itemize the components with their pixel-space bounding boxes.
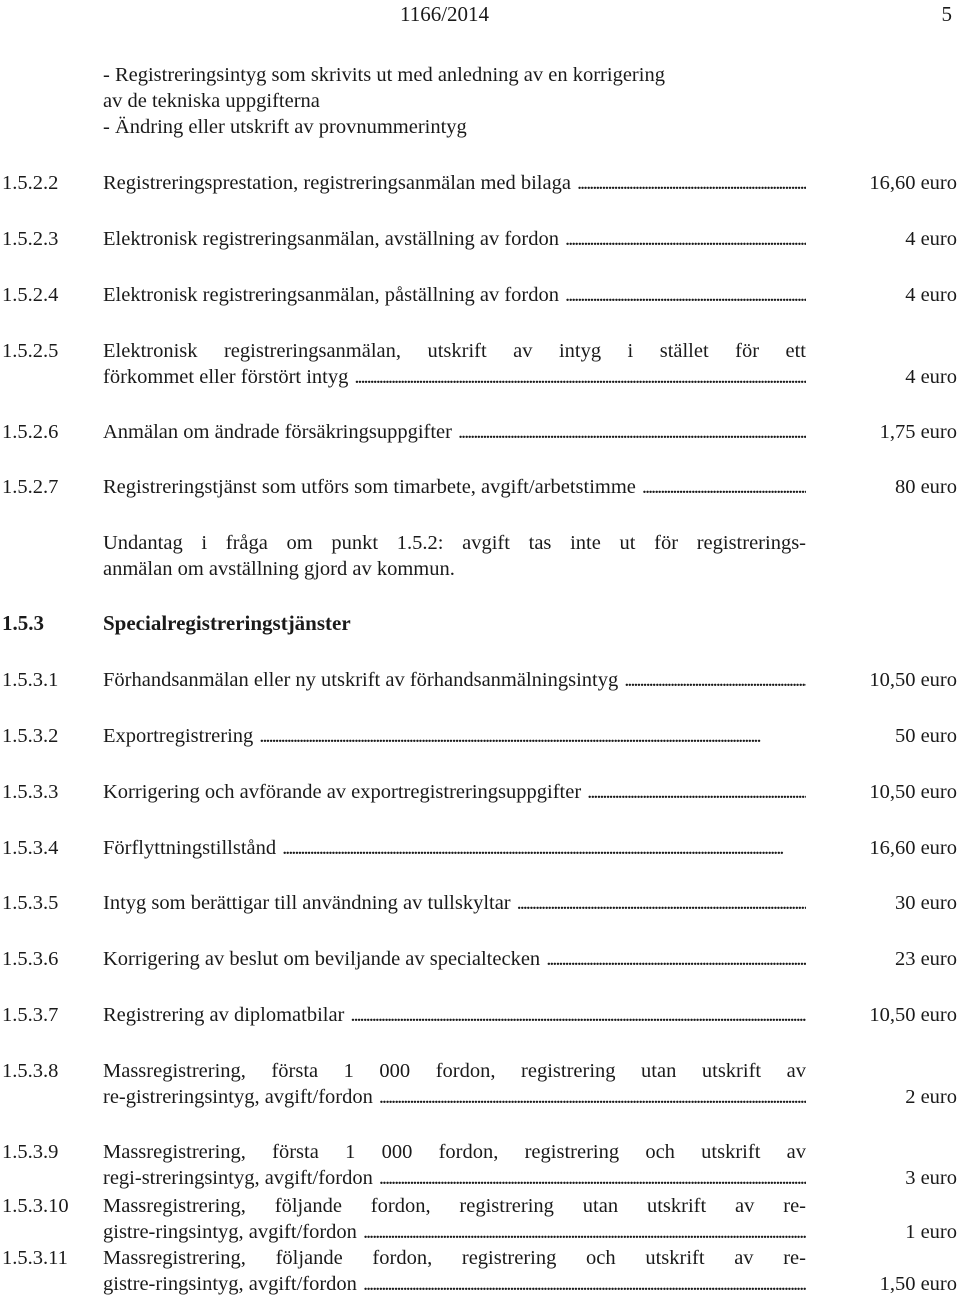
item-description: Registrering av diplomatbilar <box>103 1004 345 1026</box>
item-fee: 10,50 euro <box>869 781 957 803</box>
item-number: 1.5.3.10 <box>2 1195 69 1217</box>
item-fee: 2 euro <box>905 1086 957 1108</box>
note-line: Undantag i fråga om punkt 1.5.2: avgift tas inte ut för registrerings- <box>103 532 806 554</box>
item-description: Korrigering och avförande av exportregistreringsuppgifter <box>103 781 582 803</box>
item-number: 1.5.2.6 <box>2 421 59 443</box>
item-number: 1.5.3.11 <box>2 1247 68 1269</box>
item-number: 1.5.3.5 <box>2 892 59 914</box>
item-fee: 1,75 euro <box>879 421 957 443</box>
leader-dots <box>517 890 806 916</box>
item-description: gistre-ringsintyg, avgift/fordon <box>103 1221 357 1243</box>
item-description-line <box>103 338 806 364</box>
leader-dots <box>379 1084 806 1110</box>
page-header <box>0 0 960 30</box>
item-fee: 16,60 euro <box>869 837 957 859</box>
item-fee: 10,50 euro <box>869 669 957 691</box>
item-description: förkommet eller förstört intyg <box>103 366 349 388</box>
page-number: 5 <box>941 2 952 26</box>
item-description: Elektronisk registreringsanmälan, påställning av fordon <box>103 284 560 306</box>
item-number: 1.5.3.4 <box>2 837 59 859</box>
item-fee: 80 euro <box>894 476 957 498</box>
item-fee: 3 euro <box>905 1167 957 1189</box>
section-title: Specialregistreringstjänster <box>103 611 351 635</box>
item-number: 1.5.2.5 <box>2 340 59 362</box>
item-fee: 4 euro <box>905 284 957 306</box>
item-description: re-gistreringsintyg, avgift/fordon <box>103 1086 373 1108</box>
note-line: anmälan om avställning gjord av kommun. <box>103 558 455 580</box>
leader-dots <box>350 1002 806 1028</box>
item-fee: 4 euro <box>905 366 957 388</box>
item-description: Intyg som berättigar till användning av tullskyltar <box>103 892 511 914</box>
intro-list <box>103 62 665 140</box>
item-description: Förhandsanmälan eller ny utskrift av förhandsanmälningsintyg <box>103 669 619 691</box>
item-description: Massregistrering, första 1 000 fordon, registrering och utskrift av <box>103 1141 806 1163</box>
item-fee: 1,50 euro <box>879 1273 957 1295</box>
item-description: Elektronisk registreringsanmälan, utskrift av intyg i stället för ett <box>103 340 806 362</box>
item-number: 1.5.2.2 <box>2 172 59 194</box>
item-number: 1.5.3.2 <box>2 725 59 747</box>
item-description: Massregistrering, följande fordon, registrering utan utskrift av re- <box>103 1195 806 1217</box>
leader-dots <box>642 474 806 500</box>
leader-dots <box>363 1219 806 1245</box>
item-description: Massregistrering, första 1 000 fordon, registrering utan utskrift av <box>103 1060 806 1082</box>
item-number: 1.5.3.7 <box>2 1004 59 1026</box>
item-number: 1.5.2.4 <box>2 284 59 306</box>
intro-line: - Registreringsintyg som skrivits ut med anledning av en korrigering <box>103 64 665 86</box>
item-number: 1.5.3.8 <box>2 1060 59 1082</box>
intro-line: - Ändring eller utskrift av provnummerintyg <box>103 116 467 138</box>
leader-dots <box>565 226 806 252</box>
item-number: 1.5.3.3 <box>2 781 59 803</box>
item-number: 1.5.3.1 <box>2 669 59 691</box>
item-number: 1.5.2.3 <box>2 228 59 250</box>
leader-dots <box>546 946 806 972</box>
item-description: Registreringstjänst som utförs som timarbete, avgift/arbetstimme <box>103 476 636 498</box>
publication-number: 1166/2014 <box>400 2 490 26</box>
leader-dots <box>565 282 806 308</box>
leader-dots <box>282 835 806 861</box>
intro-line: av de tekniska uppgifterna <box>103 90 320 112</box>
item-fee: 4 euro <box>905 228 957 250</box>
item-description: Anmälan om ändrade försäkringsuppgifter <box>103 421 452 443</box>
item-description: Korrigering av beslut om beviljande av specialtecken <box>103 948 541 970</box>
item-description: gistre-ringsintyg, avgift/fordon <box>103 1273 357 1295</box>
leader-dots <box>379 1165 806 1191</box>
item-fee: 30 euro <box>894 892 957 914</box>
section-number: 1.5.3 <box>2 611 44 635</box>
item-description: Registreringsprestation, registreringsanmälan med bilaga <box>103 172 571 194</box>
item-number: 1.5.3.9 <box>2 1141 59 1163</box>
leader-dots <box>587 779 806 805</box>
item-fee: 1 euro <box>905 1221 957 1243</box>
leader-dots <box>363 1271 806 1297</box>
exception-note <box>103 530 806 582</box>
leader-dots <box>458 419 806 445</box>
item-description: Elektronisk registreringsanmälan, avställning av fordon <box>103 228 560 250</box>
leader-dots <box>577 170 806 196</box>
item-description: Massregistrering, följande fordon, registrering och utskrift av re- <box>103 1247 806 1269</box>
leader-dots <box>259 723 806 749</box>
leader-dots <box>354 364 806 390</box>
item-fee: 23 euro <box>894 948 957 970</box>
item-fee: 50 euro <box>894 725 957 747</box>
item-description: Förflyttningstillstånd <box>103 837 277 859</box>
item-description: regi-streringsintyg, avgift/fordon <box>103 1167 373 1189</box>
item-fee: 16,60 euro <box>869 172 957 194</box>
item-fee: 10,50 euro <box>869 1004 957 1026</box>
item-number: 1.5.2.7 <box>2 476 59 498</box>
leader-dots <box>624 667 806 693</box>
item-number: 1.5.3.6 <box>2 948 59 970</box>
item-description: Exportregistrering <box>103 725 254 747</box>
